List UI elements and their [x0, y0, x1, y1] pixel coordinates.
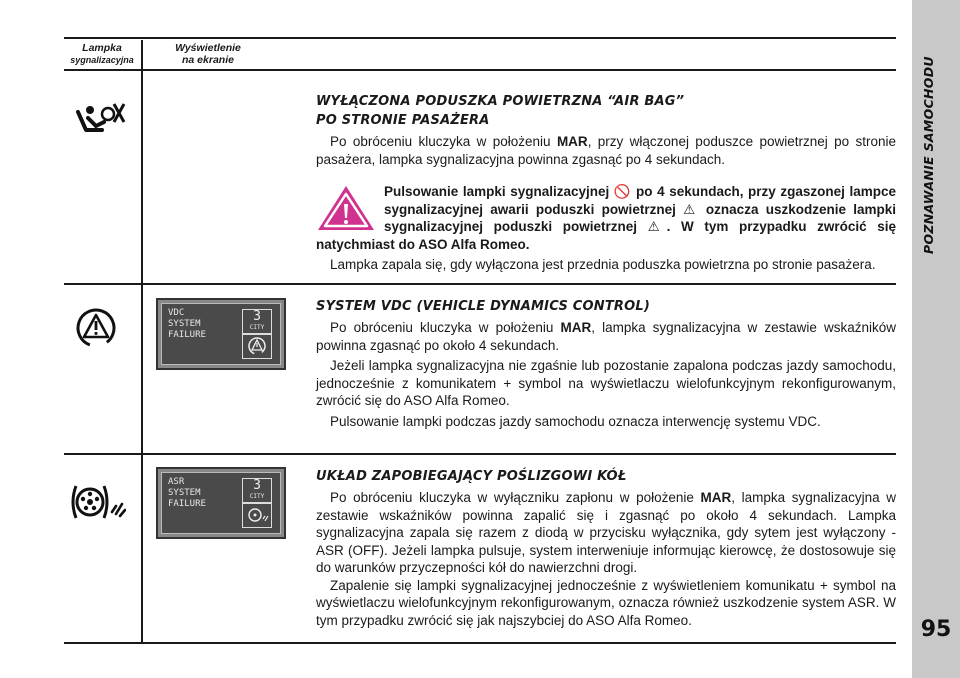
asr-lcd-symbol-icon: [242, 502, 272, 528]
airbag-inline-icon: ⚠: [647, 219, 667, 234]
key-position: MAR: [556, 134, 588, 149]
gear-number: 3: [253, 478, 261, 493]
warning-text: [316, 183, 896, 253]
header-col1-line2: sygnalizacyjna: [70, 55, 134, 65]
lcd-screen: [161, 472, 281, 534]
text-run: Po obróceniu kluczyka w położeniu: [330, 134, 557, 149]
section-title-vertical: POZNAWANIE SAMOCHODU: [921, 56, 936, 254]
lcd-line-1: VDC: [168, 308, 185, 318]
section-title: SYSTEM VDC (VEHICLE DYNAMICS CONTROL): [316, 299, 650, 314]
paragraph: Lampka zapala się, gdy wyłączona jest przednia poduszka powietrzna po stronie pasażera.: [330, 257, 876, 272]
warning-block: [316, 180, 896, 253]
lcd-message: [168, 477, 206, 510]
text-run: , przy włączonej poduszce powietrznej po stronie pasażera, lampka sygnalizacyjna powinna zgasnąć po 4 sekundach.: [316, 134, 897, 167]
column-divider: [141, 40, 143, 644]
text-run: . W tym przypadku zwrócić się natychmiast do ASO Alfa Romeo.: [316, 219, 896, 252]
gear-indicator: [242, 309, 272, 335]
row-divider-2: [64, 453, 896, 455]
text-run: Po obróceniu kluczyka w wyłączniku zapłonu w położenie: [330, 490, 701, 505]
text-run: po 4 sekundach, przy zgaszonej lampce sygnalizacyjnej awarii poduszki powietrznej: [384, 184, 896, 217]
gear-number: 3: [253, 309, 261, 324]
header-rule: [64, 69, 896, 71]
airbag-inline-icon: 🚫: [613, 184, 632, 199]
section-asr: [316, 467, 896, 629]
airbag-off-icon: [72, 100, 126, 140]
paragraph: [316, 489, 896, 577]
text-run: oznacza uszkodzenie lampki sygnalizacyjnej poduszki powietrznej: [384, 201, 896, 234]
section-title-line-2: PO STRONIE PASAŻERA: [316, 113, 490, 128]
header-display: [150, 42, 266, 66]
vdc-warning-icon: [74, 306, 118, 350]
lcd-line-3: FAILURE: [168, 330, 206, 340]
lcd-line-2: SYSTEM: [168, 488, 201, 498]
paragraph: [316, 133, 896, 168]
lcd-message: [168, 308, 206, 341]
paragraph: Zapalenie się lampki sygnalizacyjnej jednocześnie z wyświetleniem komunikatu + symbol na wyświetlaczu wielofunkcyjnym rekonfigurowanym, oznacza również uszkodzenie system ASR. W tym przypadku zwrócić się jak najszybciej do ASO Alfa Romeo.: [316, 577, 896, 628]
row-divider-1: [64, 283, 896, 285]
drive-mode: CITY: [249, 324, 265, 331]
header-col2-line1: Wyświetlenie: [175, 42, 241, 54]
page-number: 95: [920, 617, 952, 642]
key-position: MAR: [560, 320, 592, 335]
airbag-fault-inline-icon: ⚠: [683, 201, 699, 217]
key-position: MAR: [700, 490, 732, 505]
text-run: Pulsowanie lampki sygnalizacyjnej: [384, 184, 614, 199]
header-col2-line2: na ekranie: [182, 54, 234, 66]
text-run: , lampka sygnalizacyjna w zestawie wskaźników powinna zapalić się i zgasnąć po około 4 sekundach. Lampka sygnalizacyjna zapala się razem z diodą w przycisku wyłącznika, gdy sytem jest wyłączony - ASR (OFF). Jeżeli lampka pulsuje, system interweniuje informując kierowcę, że dostosowuje się do warunków przyczepności kół do nawierzchni drogi.: [316, 490, 896, 575]
section-title: [316, 92, 896, 130]
header-col1-line1: Lampka: [82, 42, 122, 54]
asr-display-panel: [156, 467, 286, 539]
vdc-lcd-symbol-icon: [242, 333, 272, 359]
paragraph: Pulsowanie lampki podczas jazdy samochodu oznacza interwencję systemu VDC.: [330, 413, 821, 429]
lcd-screen: [161, 303, 281, 365]
paragraph: Jeżeli lampka sygnalizacyjna nie zgaśnie lub pozostanie zapalona podczas jazdy samochodu, jednocześnie z komunikatem + symbol na wyświetlaczu wielofunkcyjnym rekonfigurowanym, zwrócić się do ASO Alfa Romeo.: [316, 358, 896, 408]
asr-icon: [68, 482, 126, 522]
section-airbag: [316, 92, 896, 168]
paragraph: [316, 319, 896, 354]
table-top-rule: [64, 37, 896, 39]
vdc-display-panel: [156, 298, 286, 370]
gear-indicator: [242, 478, 272, 504]
table-bottom-rule: [64, 642, 896, 644]
lcd-line-1: ASR: [168, 477, 185, 487]
lcd-line-3: FAILURE: [168, 499, 206, 509]
section-title: UKŁAD ZAPOBIEGAJĄCY POŚLIZGOWI KÓŁ: [316, 469, 627, 484]
drive-mode: CITY: [249, 493, 265, 500]
section-vdc: [316, 297, 896, 430]
text-run: Po obróceniu kluczyka w położeniu: [330, 320, 561, 335]
header-warning-light: [64, 42, 140, 66]
text-run: , lampka sygnalizacyjna w zestawie wskaźników powinna zgasnąć po około 4 sekundach.: [316, 320, 896, 353]
section-title-line-1: WYŁĄCZONA PODUSZKA POWIETRZNA “AIR BAG”: [316, 94, 685, 109]
lcd-line-2: SYSTEM: [168, 319, 201, 329]
